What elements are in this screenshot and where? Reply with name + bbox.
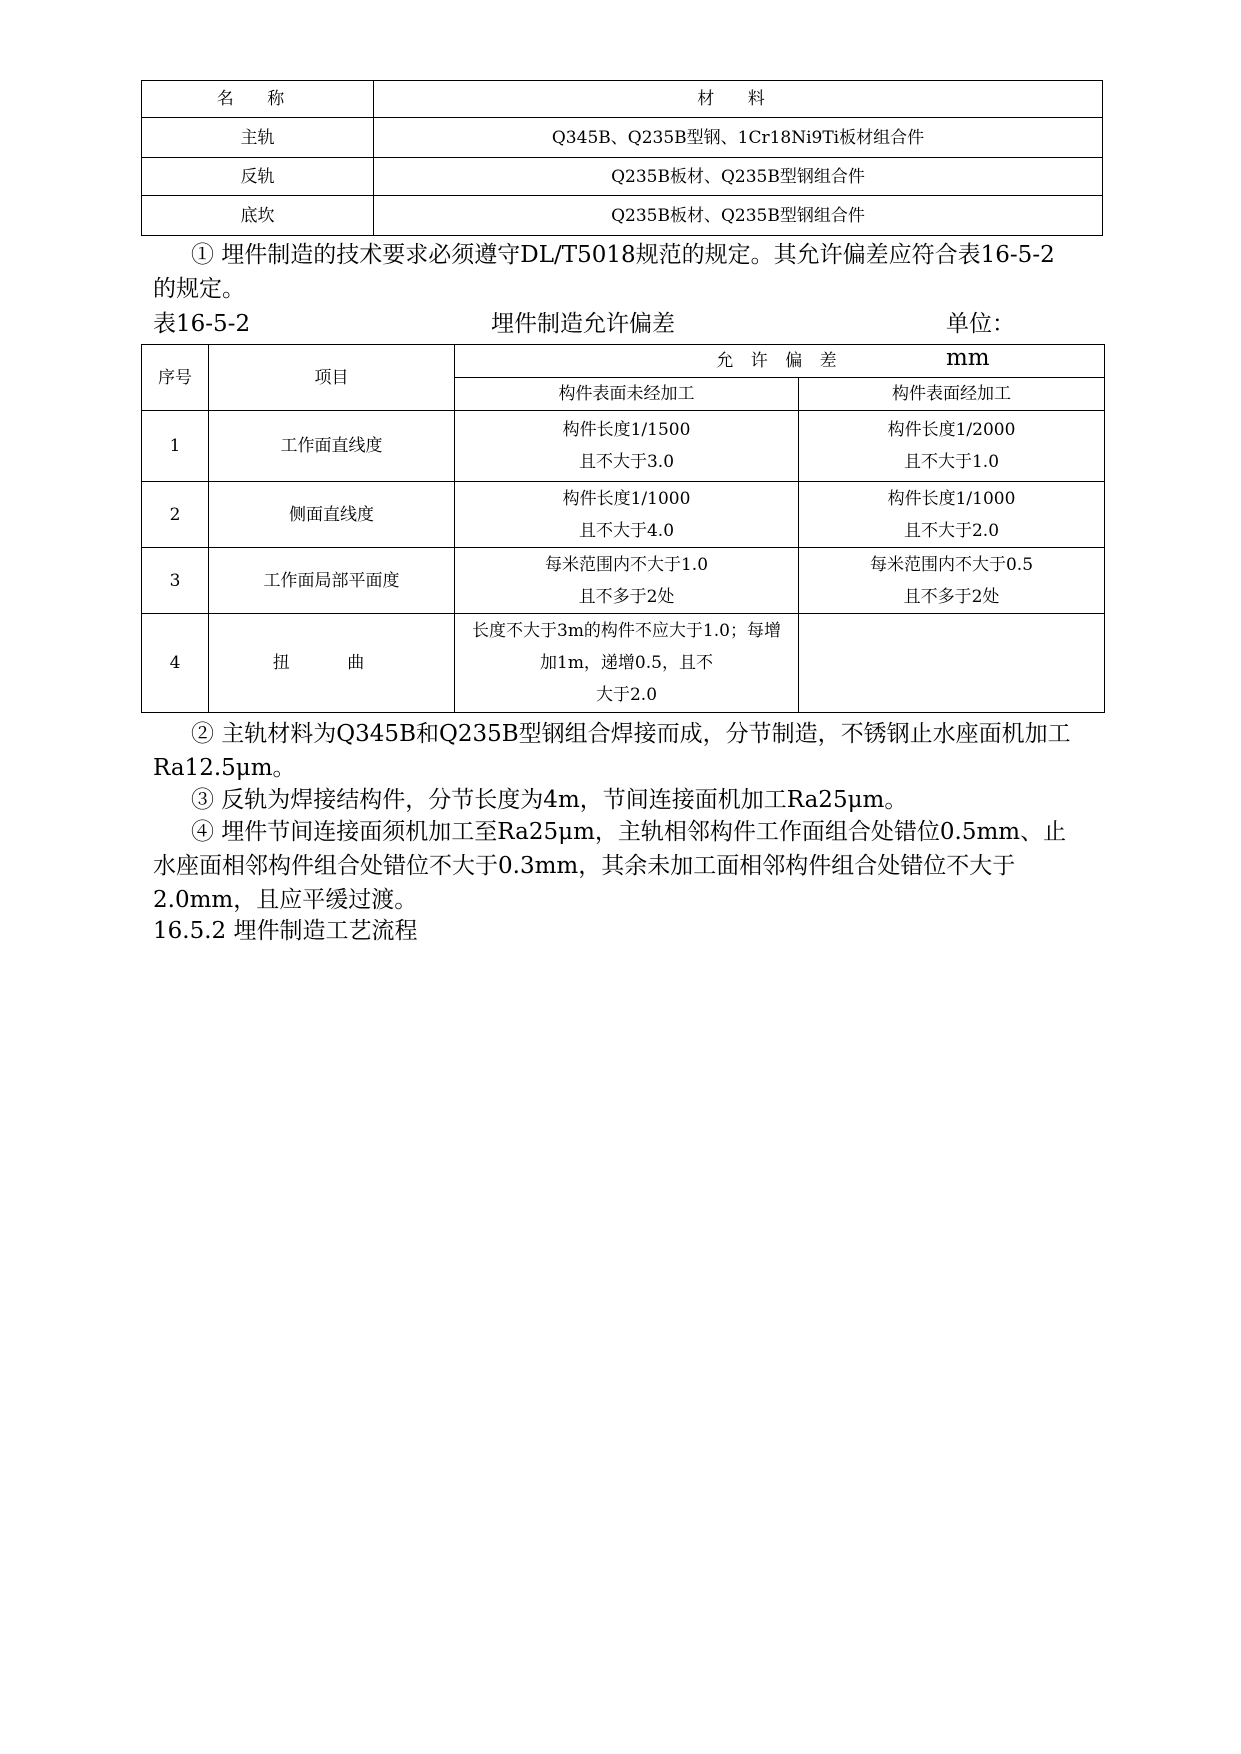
paragraph-4 — [153, 815, 1105, 917]
materials-table-header — [142, 81, 1103, 118]
row-unprocessed — [455, 614, 799, 713]
table-title: 埋件制造允许偏差 — [491, 311, 675, 337]
cell-line: 构件长度1/1500 — [562, 420, 691, 440]
cell-line: 且不大于1.0 — [903, 452, 1000, 472]
materials-table — [141, 80, 1103, 236]
row-unprocessed — [455, 548, 799, 614]
row-processed — [799, 614, 1105, 713]
table-row — [142, 411, 1105, 482]
paragraph-4-line-3: 2.0mm，且应平缓过渡。 — [153, 887, 418, 913]
tolerance-table — [141, 344, 1105, 713]
header-processed: 构件表面经加工 — [799, 378, 1105, 411]
row-seq: 4 — [142, 614, 209, 713]
row-seq: 2 — [142, 482, 209, 548]
table-row — [142, 118, 1103, 158]
row-processed — [799, 548, 1105, 614]
paragraph-3 — [153, 783, 1105, 817]
cell-line: 构件长度1/2000 — [887, 420, 1016, 440]
paragraph-4-line-2: 水座面相邻构件组合处错位不大于0.3mm，其余未加工面相邻构件组合处错位不大于 — [153, 853, 1016, 879]
paragraph-2 — [153, 717, 1105, 785]
cell-line: 加1m，递增0.5，且不 — [540, 653, 713, 673]
paragraph-2-line-2: Ra12.5μm。 — [153, 755, 296, 781]
row-unprocessed — [455, 411, 799, 482]
section-heading: 16.5.2 埋件制造工艺流程 — [153, 918, 418, 944]
cell-line: 长度不大于3m的构件不应大于1.0；每增 — [472, 621, 781, 641]
row-seq: 3 — [142, 548, 209, 614]
cell-line: 且不大于3.0 — [578, 452, 675, 472]
row-unprocessed — [455, 482, 799, 548]
cell-line: 每米范围内不大于1.0 — [544, 554, 709, 575]
paragraph-1-line-2: 的规定。 — [153, 276, 245, 302]
header-item: 项目 — [209, 345, 455, 411]
cell-line: 大于2.0 — [595, 685, 658, 705]
row-item: 侧面直线度 — [209, 482, 455, 548]
header-tolerance-group: 允 许 偏 差 — [455, 345, 1105, 378]
row-processed — [799, 411, 1105, 482]
cell-line: 构件长度1/1000 — [887, 488, 1016, 509]
tolerance-header-row-1 — [142, 345, 1105, 378]
materials-header-material: 材 料 — [374, 81, 1103, 118]
table-caption — [153, 307, 1053, 371]
cell-line: 且不多于2处 — [578, 586, 675, 607]
cell-line: 构件长度1/1000 — [562, 488, 691, 509]
row-item: 工作面局部平面度 — [209, 548, 455, 614]
row-seq: 1 — [142, 411, 209, 482]
table-row — [142, 158, 1103, 196]
header-seq: 序号 — [142, 345, 209, 411]
materials-cell-name: 主轨 — [142, 118, 374, 158]
table-row — [142, 548, 1105, 614]
row-processed — [799, 482, 1105, 548]
cell-line: 每米范围内不大于0.5 — [869, 554, 1034, 575]
paragraph-4-line-1: ④ 埋件节间连接面须机加工至Ra25μm，主轨相邻构件工作面组合处错位0.5mm、止 — [191, 819, 1067, 845]
cell-line: 且不多于2处 — [903, 586, 1000, 607]
row-item: 扭 曲 — [209, 614, 455, 713]
table-unit: 单位：mm — [946, 311, 1015, 371]
paragraph-2-line-1: ② 主轨材料为Q345B和Q235B型钢组合焊接而成，分节制造，不锈钢止水座面机加工 — [191, 721, 1071, 747]
table-number: 表16-5-2 — [153, 311, 251, 337]
row-item: 工作面直线度 — [209, 411, 455, 482]
table-row — [142, 614, 1105, 713]
table-row — [142, 196, 1103, 236]
paragraph-1-line-1: ① 埋件制造的技术要求必须遵守DL/T5018规范的规定。其允许偏差应符合表16-5-2 — [191, 242, 1055, 268]
materials-header-name: 名 称 — [142, 81, 374, 118]
cell-line: 且不大于2.0 — [903, 520, 1000, 541]
header-unprocessed: 构件表面未经加工 — [455, 378, 799, 411]
materials-cell-material: Q345B、Q235B型钢、1Cr18Ni9Ti板材组合件 — [374, 118, 1103, 158]
materials-cell-material: Q235B板材、Q235B型钢组合件 — [374, 196, 1103, 236]
paragraph-1 — [153, 238, 1105, 306]
materials-cell-name: 反轨 — [142, 158, 374, 196]
materials-cell-name: 底坎 — [142, 196, 374, 236]
materials-cell-material: Q235B板材、Q235B型钢组合件 — [374, 158, 1103, 196]
cell-line: 且不大于4.0 — [578, 520, 675, 541]
table-row — [142, 482, 1105, 548]
paragraph-3-line-1: ③ 反轨为焊接结构件，分节长度为4m，节间连接面机加工Ra25μm。 — [191, 787, 908, 813]
